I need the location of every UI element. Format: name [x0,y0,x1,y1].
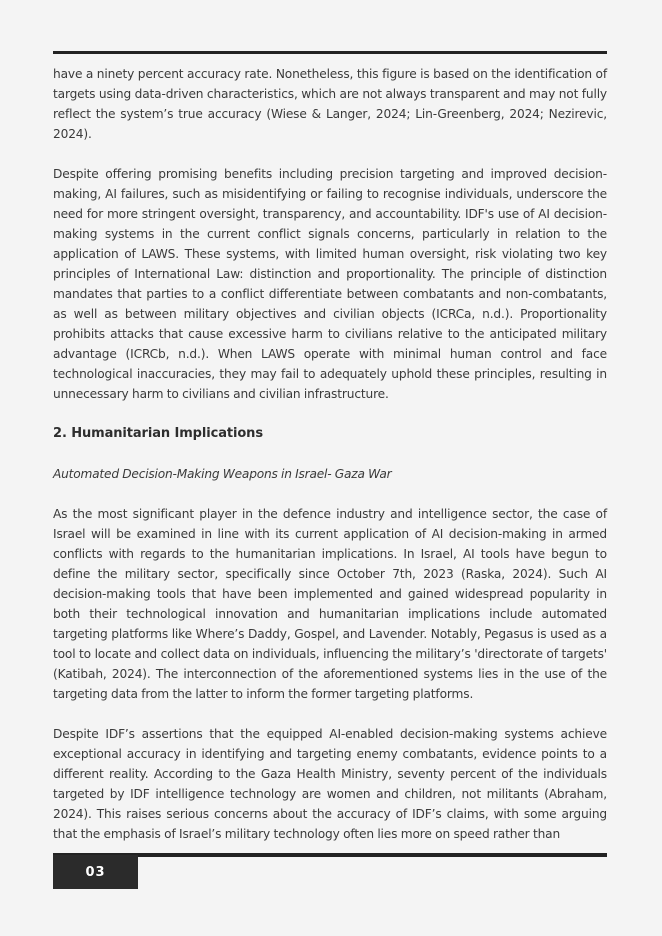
section-subheading: Automated Decision-Making Weapons in Israel- Gaza War [53,467,392,481]
header-rule [53,51,607,54]
page-number-badge: 03 [53,855,138,889]
section-heading: 2. Humanitarian Implications [53,426,263,441]
paragraph-idf-accuracy: Despite IDF’s assertions that the equipped AI-enabled decision-making systems achieve exceptional accuracy in identifying and targeting enemy combatants, evidence points to a different reality. According to the Gaza Health Ministry, seventy percent of the individuals targeted by IDF intelligence technology are women and children, not militants (Abraham, 2024). This raises serious concerns about the accuracy of IDF’s claims, with some arguing that the emphasis of Israel’s military technology often lies more on speed rather than [53,727,607,841]
paragraph-ai-failures: Despite offering promising benefits including precision targeting and improved decision-making, AI failures, such as misidentifying or failing to recognise individuals, underscore the need for more stringent oversight, transparency, and accountability. IDF's use of AI decision-making systems in the current conflict signals concerns, particularly in relation to the application of LAWS. These systems, with limited human oversight, risk violating two key principles of International Law: distinction and proportionality. The principle of distinction mandates that parties to a conflict differentiate between combatants and non-combatants, as well as between military objectives and civilian objects (ICRCa, n.d.). Proportionality prohibits attacks that cause excessive harm to civilians relative to the anticipated military advantage (ICRCb, n.d.). When LAWS operate with minimal human control and face technological inaccuracies, they may fail to adequately uphold these principles, resulting in unnecessary harm to civilians and civilian infrastructure. [53,167,607,401]
paragraph-continued: have a ninety percent accuracy rate. Nonetheless, this figure is based on the identification of targets using data-driven characteristics, which are not always transparent and may not fully reflect the system’s true accuracy (Wiese & Langer, 2024; Lin-Greenberg, 2024; Nezirevic, 2024). [53,67,607,141]
paragraph-israel-case: As the most significant player in the defence industry and intelligence sector, the case of Israel will be examined in line with its current application of AI decision-making in armed conflicts with regards to the humanitarian implications. In Israel, AI tools have begun to define the military sector, specifically since October 7th, 2023 (Raska, 2024). Such AI decision-making tools that have been implemented and gained widespread popularity in both their technological innovation and humanitarian implications include automated targeting platforms like Where’s Daddy, Gospel, and Lavender. Notably, Pegasus is used as a tool to locate and collect data on individuals, influencing the military’s 'directorate of targets' (Katibah, 2024). The interconnection of the aforementioned systems lies in the use of the targeting data from the latter to inform the former targeting platforms. [53,507,607,701]
document-body [53,64,607,844]
